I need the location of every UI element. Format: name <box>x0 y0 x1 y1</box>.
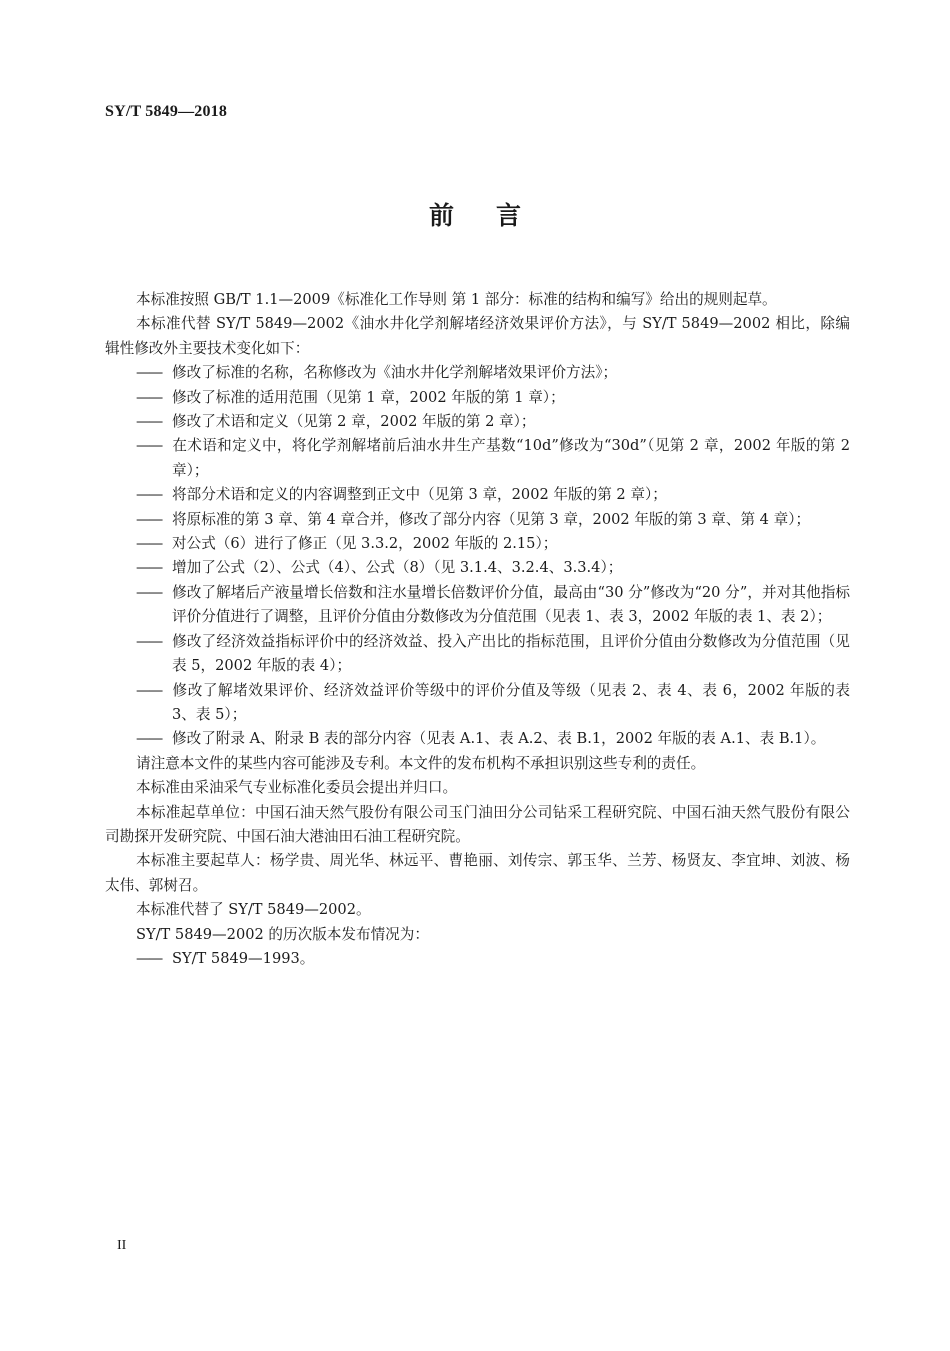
paragraph-drafting-rules: 本标准按照 GB/T 1.1—2009《标准化工作导则 第 1 部分：标准的结构和编写》给出的规则起草。 <box>136 291 777 308</box>
dash-marker: —— <box>136 559 162 577</box>
paragraph-replaces: 本标准代替了 SY/T 5849—2002。 <box>136 901 371 919</box>
dash-marker: —— <box>136 510 162 528</box>
dash-marker: —— <box>136 949 162 967</box>
dash-marker: —— <box>136 486 162 504</box>
list-item: —— 修改了解堵后产液量增长倍数和注水量增长倍数评价分值，最高由“30 分”修改为“20 分”，并对其他指标评价分值进行了调整，且评价分值由分数修改为分值范围（见表 1、表 3，2002 年版的表 1、表 2）； <box>105 581 850 630</box>
page-number: II <box>117 1238 127 1253</box>
list-item: —— 将部分术语和定义的内容调整到正文中（见第 3 章，2002 年版的第 2 章）； <box>105 483 850 507</box>
document-body <box>105 288 850 971</box>
paragraph-drafting-units: 本标准起草单位：中国石油天然气股份有限公司玉门油田分公司钻采工程研究院、中国石油天然气股份有限公司勘探开发研究院、中国石油大港油田石油工程研究院。 <box>105 803 850 845</box>
list-item: —— 对公式（6）进行了修正（见 3.3.2，2002 年版的 2.15）； <box>105 532 850 556</box>
dash-marker: —— <box>136 364 162 382</box>
dash-marker: —— <box>136 583 162 601</box>
standard-code-header: SY/T 5849—2018 <box>105 103 228 120</box>
list-item: —— 增加了公式（2）、公式（4）、公式（8）（见 3.1.4、3.2.4、3.3.4）； <box>105 556 850 580</box>
changes-list <box>105 361 850 752</box>
paragraph-drafters: 本标准主要起草人：杨学贵、周光华、林远平、曹艳丽、刘传宗、郭玉华、兰芳、杨贤友、李宜坤、刘波、杨太伟、郭树召。 <box>105 852 850 894</box>
dash-marker: —— <box>136 388 162 406</box>
dash-marker: —— <box>136 632 162 650</box>
list-item: —— 在术语和定义中，将化学剂解堵前后油水井生产基数“10d”修改为“30d”（见第 2 章，2002 年版的第 2 章）； <box>105 434 850 483</box>
list-item: —— 修改了解堵效果评价、经济效益评价等级中的评价分值及等级（见表 2、表 4、表 6，2002 年版的表 3、表 5）； <box>105 679 850 728</box>
page-title: 前言 <box>428 201 563 230</box>
list-item: —— 修改了术语和定义（见第 2 章，2002 年版的第 2 章）； <box>105 410 850 434</box>
list-item: —— 修改了标准的适用范围（见第 1 章，2002 年版的第 1 章）； <box>105 386 850 410</box>
paragraph-proposer: 本标准由采油采气专业标准化委员会提出并归口。 <box>136 779 458 797</box>
dash-marker: —— <box>136 437 162 455</box>
dash-marker: —— <box>136 535 162 553</box>
dash-marker: —— <box>136 413 162 431</box>
history-item: —— SY/T 5849—1993。 <box>105 947 850 971</box>
dash-marker: —— <box>136 681 162 699</box>
paragraph-replacement: 本标准代替 SY/T 5849—2002《油水井化学剂解堵经济效果评价方法》，与 SY/T 5849—2002 相比，除编辑性修改外主要技术变化如下： <box>105 315 850 357</box>
paragraph-patent-notice: 请注意本文件的某些内容可能涉及专利。本文件的发布机构不承担识别这些专利的责任。 <box>136 754 706 772</box>
list-item: —— 修改了标准的名称，名称修改为《油水井化学剂解堵效果评价方法》； <box>105 361 850 385</box>
list-item: —— 将原标准的第 3 章、第 4 章合并，修改了部分内容（见第 3 章，2002 年版的第 3 章、第 4 章）； <box>105 508 850 532</box>
paragraph-history-intro: SY/T 5849—2002 的历次版本发布情况为： <box>136 925 429 943</box>
dash-marker: —— <box>136 730 162 748</box>
list-item: —— 修改了经济效益指标评价中的经济效益、投入产出比的指标范围，且评价分值由分数修改为分值范围（见表 5，2002 年版的表 4）； <box>105 630 850 679</box>
list-item: —— 修改了附录 A、附录 B 表的部分内容（见表 A.1、表 A.2、表 B.1，2002 年版的表 A.1、表 B.1）。 <box>105 727 850 751</box>
